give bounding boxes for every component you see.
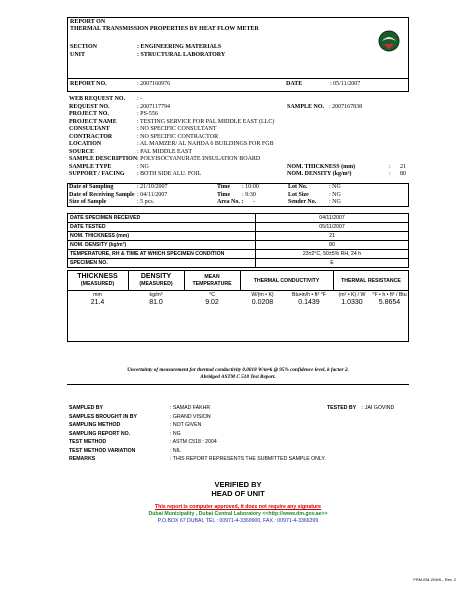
section-value: : ENGINEERING MATERIALS	[137, 44, 222, 50]
area-no-label: Area No. :	[217, 199, 244, 205]
nom-density-colon: :	[389, 171, 391, 177]
thickness-subheader: (MEASURED)	[80, 281, 115, 287]
detail-label: WEB REQUEST NO.	[69, 96, 126, 102]
mean-subheader: TEMPERATURE	[192, 281, 232, 287]
specimen-rule	[67, 249, 409, 250]
density-value: 81.0	[149, 299, 163, 306]
address-line: P.O.BOX 67 DUBAI, TEL : 00971-4-3369900, FAX : 00971-4-3366399	[157, 518, 319, 524]
footer-label: REMARKS	[69, 456, 96, 462]
footer-value: : NIL	[170, 447, 181, 454]
thickness-header: THICKNESS	[77, 273, 118, 280]
lot-size-label: Lot Size	[288, 191, 309, 198]
approval-notice: This report is computer approved, it does not require any signature	[154, 504, 322, 510]
results-bottom-rule	[67, 384, 409, 385]
detail-value: : TESTING SERVICE FOR PAL MIDDLE EAST (LLC)	[137, 118, 275, 125]
resistance-header: THERMAL RESISTANCE	[341, 278, 401, 284]
footer-label: SAMPLING REPORT NO.	[69, 430, 131, 437]
density-header: DENSITY	[140, 273, 172, 280]
thickness-value: 21.4	[90, 299, 105, 306]
conductivity-unit-si: W/(m • K)	[251, 292, 274, 298]
conductivity-header: THERMAL CONDUCTIVITY	[253, 278, 320, 284]
footer-label: SAMPLING METHOD	[69, 422, 121, 428]
detail-value: : -	[137, 96, 143, 102]
detail-label: CONSULTANT	[69, 126, 110, 132]
specimen-rule	[67, 258, 409, 259]
footer-value: : SAMAD FAKHR	[170, 405, 211, 411]
detail-label: SAMPLE TYPE	[69, 163, 112, 170]
specimen-value: 23±2°C, 50±5% RH, 24 h	[302, 251, 362, 257]
specimen-value: 80	[329, 242, 335, 248]
lot-no-value: : NG	[329, 184, 341, 190]
time2-label: Time	[217, 191, 231, 198]
detail-value: : PS-556	[137, 111, 158, 117]
detail-label: PROJECT NAME	[69, 118, 117, 125]
resistance-value-si: 1.0330	[341, 299, 363, 306]
time1-label: Time	[217, 184, 231, 190]
time2-value: : 9:30	[242, 191, 256, 198]
thickness-unit: mm	[93, 292, 102, 298]
form-number: FRM-EM-204HL, Rev. 2	[413, 577, 456, 582]
size-sample-label: Size of Sample	[69, 199, 107, 205]
detail-label: CONTRACTOR	[69, 133, 113, 140]
nom-density-value: 80	[400, 171, 406, 177]
specimen-value: 21	[329, 233, 335, 239]
sample-no-label: SAMPLE NO.	[287, 103, 325, 110]
nom-thickness-value: 21	[400, 163, 406, 170]
date-sampling-label: Date of Sampling	[69, 184, 114, 190]
density-unit: kg/m³	[149, 292, 163, 298]
nom-thickness-label: NOM. THICKNESS (mm)	[287, 163, 356, 170]
report-title-line2: THERMAL TRANSMISSION PROPERTIES BY HEAT FLOW METER	[70, 26, 259, 32]
footer-label: SAMPLED BY	[69, 405, 104, 411]
municipality-line[interactable]: Dubai Municipality , Dubai Central Laboratory <<http://www.dm.gov.ae>>	[148, 511, 328, 517]
conductivity-unit-imp: Btu•in/h • ft² °F	[292, 292, 326, 298]
tested-by-value: : JAI GOVIND	[362, 405, 395, 411]
report-title-line1: REPORT ON	[70, 19, 106, 25]
report-no-label: REPORT NO.	[70, 81, 107, 87]
date-label: DATE	[286, 81, 303, 87]
footer-label: TEST METHOD VARIATION	[69, 447, 136, 454]
detail-value: : AL MAMZER/ AL NAHDA 6 BUILDINGS FOR FGB	[137, 141, 274, 147]
sender-no-label: Sender No.	[288, 199, 317, 205]
date-sampling-value: : 21/10/2007	[137, 184, 168, 190]
specimen-label: SPECIMEN NO.	[70, 260, 108, 266]
specimen-value: 04/11/2007	[319, 215, 345, 221]
size-sample-value: : 5 pcs.	[137, 199, 155, 205]
detail-value: : PAL MIDDLE EAST	[137, 148, 193, 155]
detail-row	[67, 171, 409, 179]
specimen-value: 05/11/2007	[319, 224, 345, 230]
footer-value: : THIS REPORT REPRESENTS THE SUBMITTED SAMPLE ONLY.	[170, 456, 326, 462]
dubai-municipality-logo	[378, 30, 400, 52]
section-label: SECTION	[70, 44, 98, 50]
sender-no-value: : NG	[329, 199, 341, 205]
lot-size-value: : NG	[329, 191, 341, 198]
resistance-unit-imp: °F • h • ft² / Btu	[372, 292, 407, 298]
detail-value: : NG	[137, 163, 149, 170]
specimen-value: E	[330, 260, 334, 266]
verified-by: VERIFIED BY	[214, 480, 262, 489]
specimen-label: TEMPERATURE, RH & TIME AT WHICH SPECIMEN CONDITION	[70, 251, 225, 257]
detail-label: SUPPORT / FACING	[69, 171, 125, 177]
header-divider	[67, 78, 409, 79]
detail-label: PROJECT NO.	[69, 111, 109, 117]
specimen-rule	[67, 231, 409, 232]
mean-unit: °C	[209, 292, 215, 298]
detail-value: : BOTH SIDE ALU. FOIL	[137, 171, 202, 177]
nom-density-label: NOM. DENSITY (kg/m³)	[287, 171, 352, 177]
specimen-label: NOM. DENSITY (kg/m³)	[70, 242, 127, 248]
detail-label: SAMPLE DESCRIPTION	[69, 156, 138, 162]
footer-value: : NOT GIVEN	[170, 422, 202, 428]
detail-label: LOCATION	[69, 141, 102, 147]
time1-value: : 10:00	[242, 184, 259, 190]
footer-value: : ASTM C518 : 2004	[170, 439, 217, 445]
detail-value: : NO SPECIFIC CONTRACTOR	[137, 133, 219, 140]
unit-label: UNIT	[70, 52, 86, 58]
details-block	[67, 96, 409, 186]
resistance-value-imp: 5.8654	[378, 299, 401, 306]
specimen-label: DATE SPECIMEN RECEIVED	[70, 215, 141, 221]
resistance-unit-si: (m² • K) / W	[338, 292, 366, 298]
area-no-value: -	[253, 199, 255, 205]
footer-label: TEST METHOD	[69, 439, 107, 445]
density-subheader: (MEASURED)	[139, 281, 173, 287]
footer-info-block	[67, 405, 409, 467]
specimen-label: NOM. THICKNESS (mm)	[70, 233, 130, 239]
detail-value: : NO SPECIFIC CONSULTANT	[137, 126, 217, 132]
date-value: : 05/11/2007	[330, 81, 361, 87]
detail-label: SOURCE	[69, 148, 95, 155]
date-receiving-label: Date of Receiving Sample	[69, 191, 135, 198]
lot-no-label: Lot No.	[288, 184, 308, 190]
date-receiving-value: : 04/11/2007	[137, 191, 168, 198]
results-rule	[67, 290, 409, 291]
detail-value: : 2007117794	[137, 103, 170, 110]
footer-label: SAMPLES BROUGHT IN BY	[69, 413, 138, 420]
head-of-unit: HEAD OF UNIT	[211, 489, 265, 498]
mean-header: MEAN	[204, 274, 220, 280]
tested-by-label: TESTED BY	[327, 405, 357, 411]
specimen-rule	[67, 240, 409, 241]
report-no-value: : 2007160976	[137, 81, 171, 87]
mean-value: 9.02	[205, 299, 219, 306]
detail-label: REQUEST NO.	[69, 103, 110, 110]
conductivity-value-si: 0.0208	[251, 299, 274, 306]
specimen-rule	[67, 222, 409, 223]
sampling-block	[67, 184, 409, 208]
uncertainty-note: Uncertainty of measurement for thermal conductivity 0.0018 W/m•k @ 95% confidence level, k factor 2.	[127, 367, 349, 373]
conductivity-value-imp: 0.1439	[298, 299, 320, 306]
footer-value: : NG	[170, 430, 181, 437]
nom-thickness-colon: :	[389, 163, 391, 170]
unit-value: : STRUCTURAL LABORATORY	[137, 52, 226, 58]
sample-no-value: : 2007167838	[329, 103, 363, 110]
footer-value: : GRAND VISION	[170, 413, 211, 420]
detail-value: : POLYISOCYANURATE INSULATION BOARD	[137, 156, 261, 162]
specimen-label: DATE TESTED	[70, 224, 106, 230]
abridged-note: Abridged ASTM C 518 Test Report.	[200, 374, 276, 380]
